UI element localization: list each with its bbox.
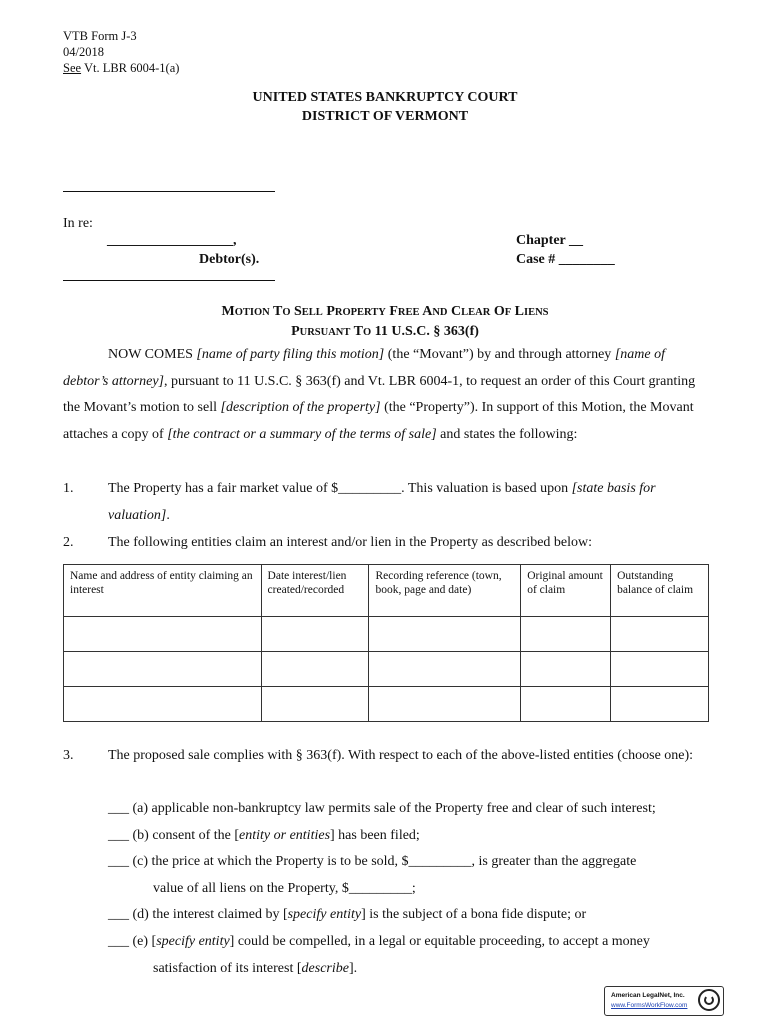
option-c: ___ (c) the price at which the Property is to be sold, $_________, is greater than the aggregate (108, 854, 637, 869)
item-3-text: The proposed sale complies with § 363(f). With respect to each of the above-listed entities (choose one): (108, 748, 694, 763)
form-id: VTB Form J-3 (63, 29, 137, 43)
caption-bottom-rule (63, 280, 275, 281)
case-number-field: Case # ________ (516, 252, 615, 267)
table-cell[interactable] (611, 687, 709, 722)
header-cell: Outstanding balance of claim (611, 565, 709, 617)
option-c-continued: value of all liens on the Property, $_________; (153, 881, 416, 896)
motion-title-line1: MOTION TO SELL PROPERTY FREE AND CLEAR OF LIENS (221, 304, 549, 319)
rule-ref-text: Vt. LBR 6004-1(a) (81, 61, 180, 75)
option-b-text: ] has been filed; (330, 828, 420, 843)
option-e-placeholder: specify entity (156, 934, 230, 949)
item-2-text: The following entities claim an interest and/or lien in the Property as described below: (108, 535, 593, 550)
option-d-text: ___ (d) the interest claimed by [ (108, 907, 288, 922)
option-e-continued (153, 956, 713, 983)
in-re-label: In re: (63, 216, 93, 231)
form-header (63, 28, 179, 76)
contract-placeholder: [the contract or a summary of the terms of sale] (167, 426, 437, 442)
option-e-text: ] could be compelled, in a legal or equitable proceeding, to accept a money (229, 934, 650, 949)
table-row (64, 687, 709, 722)
table-cell[interactable] (369, 617, 521, 652)
intro-paragraph (63, 342, 713, 448)
table-cell[interactable] (261, 687, 369, 722)
table-cell[interactable] (611, 617, 709, 652)
header-cell: Recording reference (town, book, page and date) (369, 565, 521, 617)
item-1-end: . (166, 507, 170, 523)
claims-table-header (64, 565, 709, 617)
motion-title-line2: PURSUANT TO 11 U.S.C. § 363(f) (291, 324, 479, 339)
chapter-field: Chapter __ (516, 233, 584, 248)
intro-text: (the “Property”). In support of this Motion, the Movant attaches a copy of (63, 400, 694, 442)
item-1-text (108, 476, 713, 529)
legalnet-logo-icon (698, 989, 720, 1011)
movant-placeholder: [name of party filing this motion] (196, 347, 385, 362)
company-name: American LegalNet, Inc. (611, 992, 685, 999)
intro-text: and states the following: (436, 426, 578, 442)
table-cell[interactable] (64, 652, 262, 687)
table-cell[interactable] (64, 617, 262, 652)
option-d-placeholder: specify entity (287, 907, 362, 922)
table-row (64, 617, 709, 652)
option-e-placeholder: describe (301, 961, 349, 976)
table-cell[interactable] (521, 652, 611, 687)
option-b-text: ___ (b) consent of the [ (108, 828, 240, 843)
intro-text: , pursuant to 11 U.S.C. § 363(f) and Vt. LBR 6004-1, to request an order of this Court granting the Movant’s motion to sell (63, 373, 696, 415)
option-d-text: ] is the subject of a bona fide dispute; or (361, 907, 587, 922)
court-district: DISTRICT OF VERMONT (301, 109, 469, 124)
table-row (64, 652, 709, 687)
debtors-label: Debtor(s). (199, 252, 260, 267)
option-b (108, 823, 718, 850)
header-cell: Date interest/lien created/recorded (261, 565, 369, 617)
intro-text: NOW COMES (108, 347, 197, 362)
see-word: See (63, 61, 82, 75)
item-1-number: 1. (63, 481, 74, 496)
option-b-placeholder: entity or entities (239, 828, 331, 843)
claims-table (63, 564, 709, 722)
option-d (108, 902, 718, 929)
item-3-number: 3. (63, 748, 74, 763)
item-2-number: 2. (63, 535, 74, 550)
header-cell: Original amount of claim (521, 565, 611, 617)
valuation-placeholder: [state basis for valuation] (108, 481, 656, 523)
option-e-text: ___ (e) [ (108, 934, 157, 949)
property-placeholder: [description of the property] (220, 400, 381, 415)
table-cell[interactable] (261, 652, 369, 687)
legalnet-badge[interactable] (604, 986, 724, 1016)
caption-top-rule (63, 191, 275, 192)
option-e-text: satisfaction of its interest [ (153, 961, 302, 976)
court-heading (0, 88, 770, 126)
form-date: 04/2018 (63, 45, 104, 59)
website-link[interactable]: www.FormsWorkFlow.com (611, 1002, 688, 1009)
court-name: UNITED STATES BANKRUPTCY COURT (252, 90, 518, 105)
table-cell[interactable] (64, 687, 262, 722)
option-a: ___ (a) applicable non-bankruptcy law permits sale of the Property free and clear of such interest; (108, 801, 656, 816)
table-cell[interactable] (521, 617, 611, 652)
motion-title (0, 302, 770, 342)
debtor-name-blank: __________________, (107, 233, 237, 248)
table-cell[interactable] (369, 687, 521, 722)
table-cell[interactable] (261, 617, 369, 652)
table-cell[interactable] (369, 652, 521, 687)
option-e-text: ]. (348, 961, 358, 976)
option-e (108, 929, 718, 956)
item-1-body: The Property has a fair market value of $_________. This valuation is based upon (108, 481, 572, 496)
table-cell[interactable] (611, 652, 709, 687)
attorney-placeholder: [name of debtor’s attorney] (63, 347, 665, 389)
intro-text: (the “Movant”) by and through attorney (384, 347, 615, 362)
header-cell: Name and address of entity claiming an interest (64, 565, 262, 617)
rule-reference (63, 60, 179, 76)
table-cell[interactable] (521, 687, 611, 722)
